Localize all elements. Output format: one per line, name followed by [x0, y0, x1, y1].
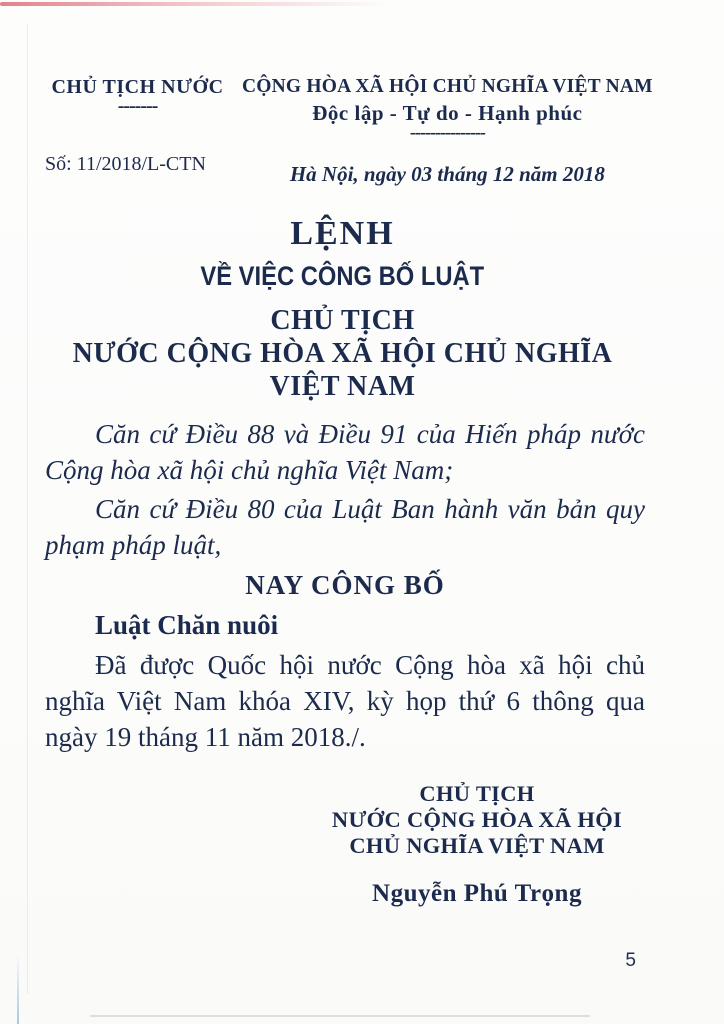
- signature-title: [277, 781, 677, 859]
- title-block: [45, 215, 640, 403]
- scan-artifact-left-blue-line: [17, 954, 19, 1024]
- scan-artifact-bottom-shadow: [90, 1015, 590, 1017]
- signature-block: [277, 781, 677, 908]
- announce-heading: NAY CÔNG BỐ: [245, 570, 445, 600]
- document-body: [45, 416, 645, 755]
- preamble-paragraph-1: Căn cứ Điều 88 và Điều 91 của Hiến pháp nước Cộng hòa xã hội chủ nghĩa Việt Nam;: [45, 419, 645, 485]
- law-name: Luật Chăn nuôi: [95, 610, 279, 640]
- document-header: [45, 76, 653, 187]
- authority-heading: [45, 304, 640, 403]
- document-subtitle-text: VỀ VIỆC CÔNG BỐ LUẬT: [200, 261, 485, 291]
- scan-artifact-left-edge: [27, 24, 28, 994]
- signature-title-line1: CHỦ TỊCH: [419, 781, 535, 806]
- signature-title-line3: CHỦ NGHĨA VIỆT NAM: [349, 833, 605, 858]
- page-number: 5: [625, 950, 636, 971]
- authority-heading-line1: CHỦ TỊCH: [270, 305, 415, 336]
- document-number: Số: 11/2018/L-CTN: [45, 153, 206, 175]
- issuer-name: CHỦ TỊCH NƯỚC: [51, 76, 224, 98]
- document-subtitle: [45, 261, 640, 292]
- issuing-authority-block: [45, 76, 230, 176]
- national-name: CỘNG HÒA XÃ HỘI CHỦ NGHĨA VIỆT NAM: [242, 76, 653, 97]
- national-motto: Độc lập - Tự do - Hạnh phúc: [312, 101, 583, 125]
- preamble-paragraph-2: Căn cứ Điều 80 của Luật Ban hành văn bản quy phạm pháp luật,: [45, 494, 645, 560]
- passage-paragraph: Đã được Quốc hội nước Cộng hòa xã hội chủ nghĩa Việt Nam khóa XIV, kỳ họp thứ 6 thông qua ngày 19 tháng 11 năm 2018./.: [45, 650, 645, 752]
- motto-divider: ---------------: [409, 122, 485, 142]
- national-motto-block: [230, 76, 653, 187]
- document-title: LỆNH: [290, 215, 395, 252]
- issuer-divider: -------: [117, 95, 158, 117]
- signer-name: Nguyễn Phú Trọng: [372, 880, 582, 907]
- place-and-date: Hà Nội, ngày 03 tháng 12 năm 2018: [289, 162, 605, 186]
- authority-heading-line3: VIỆT NAM: [269, 371, 416, 402]
- scan-artifact-top-red-line: [0, 2, 390, 6]
- signature-title-line2: NƯỚC CỘNG HÒA XÃ HỘI: [331, 807, 623, 832]
- authority-heading-line2: NƯỚC CỘNG HÒA XÃ HỘI CHỦ NGHĨA: [72, 338, 613, 369]
